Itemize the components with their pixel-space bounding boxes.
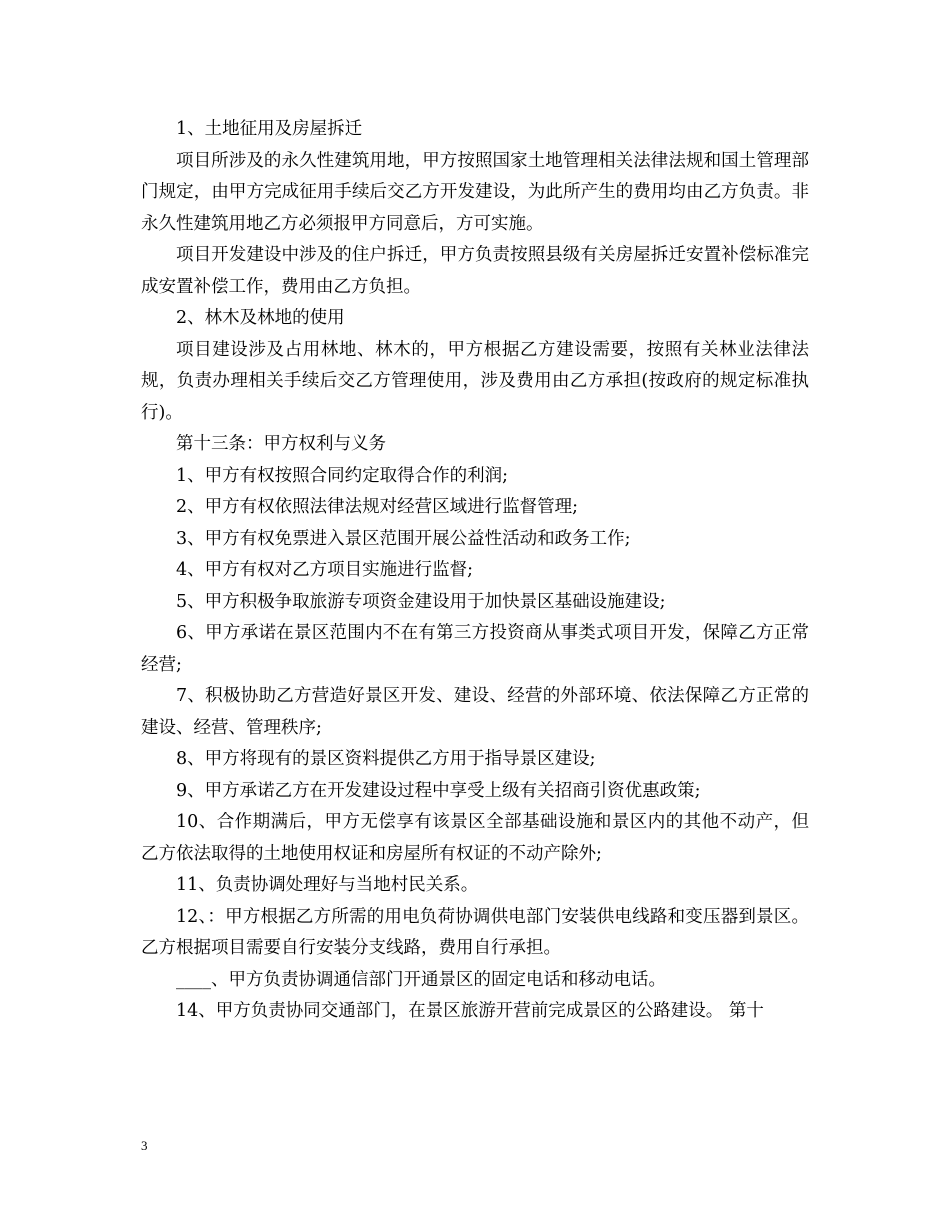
paragraph: 项目开发建设中涉及的住户拆迁，甲方负责按照县级有关房屋拆迁安置补偿标准完成安置补偿工作，费用由乙方负担。 (141, 245, 809, 297)
list-item: 11、负责协调处理好与当地村民关系。 (176, 875, 479, 895)
list-item: 5、甲方积极争取旅游专项资金建设用于加快景区基础设施建设; (176, 591, 666, 612)
list-item: 14、甲方负责协同交通部门，在景区旅游开营前完成景区的公路建设。 第十 (176, 1001, 764, 1021)
article-heading: 第十三条：甲方权利与义务 (176, 434, 386, 454)
paragraph-heading-forest: 2、林木及林地的使用 (176, 308, 345, 328)
list-item: 12、：甲方根据乙方所需的用电负荷协调供电部门安装供电线路和变压器到景区。乙方根据项目需要自行安装分支线路，费用自行承担。 (141, 906, 809, 958)
paragraph: 项目建设涉及占用林地、林木的，甲方根据乙方建设需要，按照有关林业法律法规，负责办理相关手续后交乙方管理使用，涉及费用由乙方承担(按政府的规定标准执行)。 (141, 339, 809, 423)
paragraph-heading-land: 1、土地征用及房屋拆迁 (176, 119, 363, 139)
list-item: 4、甲方有权对乙方项目实施进行监督; (176, 560, 474, 580)
list-item: 3、甲方有权免票进入景区范围开展公益性活动和政务工作; (176, 528, 631, 549)
list-item: 6、甲方承诺在景区范围内不在有第三方投资商从事类式项目开发，保障乙方正常经营; (141, 623, 809, 675)
list-item: 1、甲方有权按照合同约定取得合作的利润; (176, 465, 509, 486)
list-item: 7、积极协助乙方营造好景区开发、建设、经营的外部环境、依法保障乙方正常的建设、经营、管理秩序; (141, 686, 809, 738)
page-number: 3 (141, 1138, 148, 1153)
list-item: ____、甲方负责协调通信部门开通景区的固定电话和移动电话。 (176, 969, 666, 990)
document-body (141, 114, 809, 1028)
list-item: 10、合作期满后，甲方无偿享有该景区全部基础设施和景区内的其他不动产，但乙方依法取得的土地使用权证和房屋所有权证的不动产除外; (141, 812, 809, 864)
list-item: 2、甲方有权依照法律法规对经营区域进行监督管理; (176, 497, 579, 517)
list-item: 8、甲方将现有的景区资料提供乙方用于指导景区建设; (176, 749, 596, 769)
list-item: 9、甲方承诺乙方在开发建设过程中享受上级有关招商引资优惠政策; (176, 780, 701, 801)
paragraph: 项目所涉及的永久性建筑用地，甲方按照国家土地管理相关法律法规和国土管理部门规定，由甲方完成征用手续后交乙方开发建设，为此所产生的费用均由乙方负责。非永久性建筑用地乙方必须报甲方同意后，方可实施。 (141, 150, 809, 234)
